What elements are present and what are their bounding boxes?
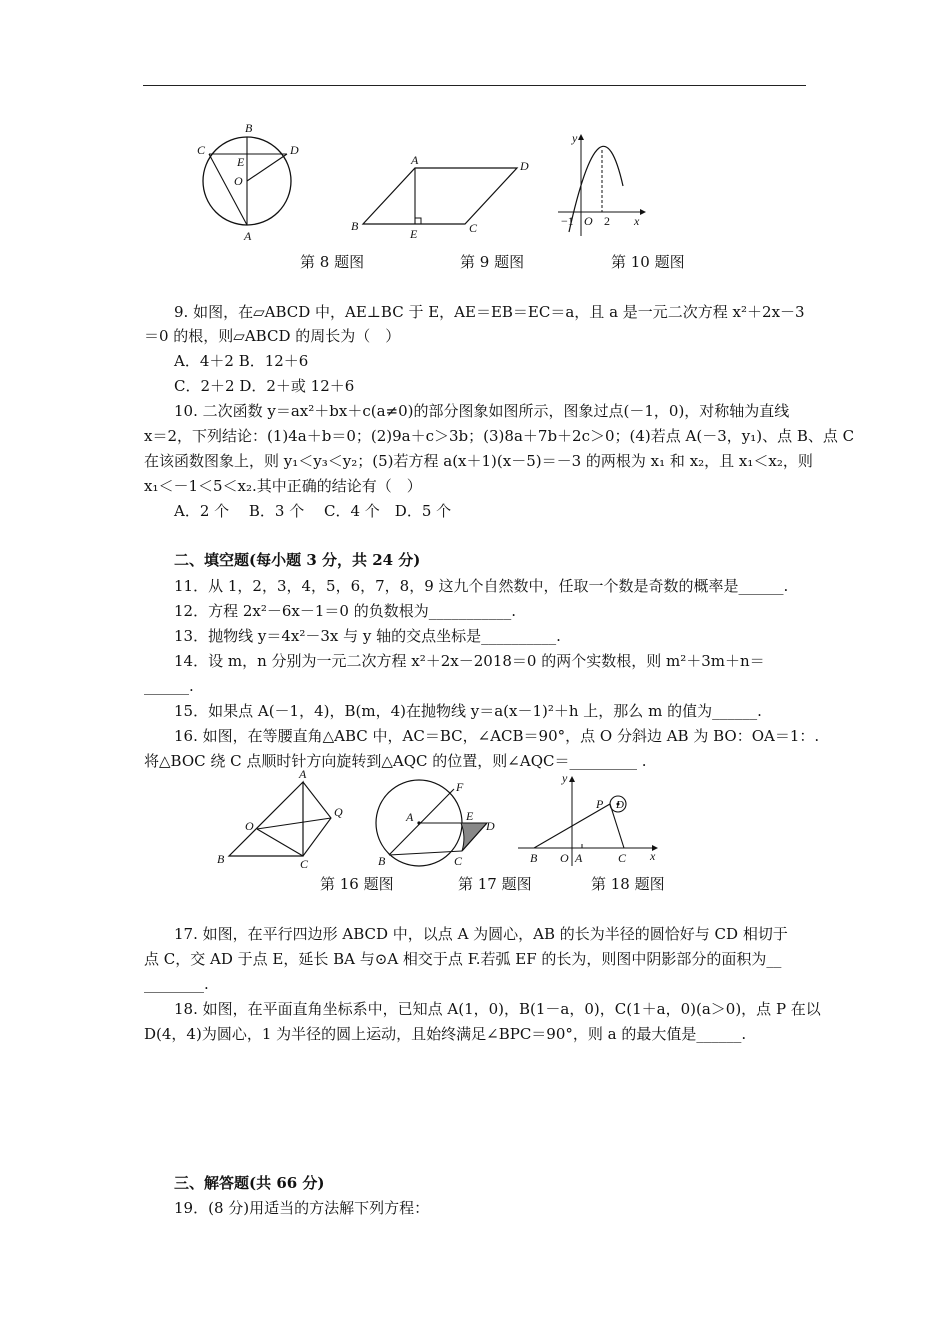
caption-fig9: 第 9 题图 <box>460 253 525 271</box>
q14-line2: ______. <box>144 677 194 695</box>
q14-line1: 14．设 m，n 分别为一元二次方程 x²＋2x－2018＝0 的两个实数根，则 m²＋3m＋n＝ <box>174 652 765 670</box>
label-B: B <box>530 851 538 865</box>
figure-9 <box>345 150 540 242</box>
label-E: E <box>237 155 245 169</box>
q18-line1: 18. 如图，在平面直角坐标系中，已知点 A(1，0)，B(1－a，0)，C(1＋a，0)(a＞0)，点 P 在以 <box>174 1000 821 1018</box>
q15: 15．如果点 A(－1，4)，B(m，4)在抛物线 y＝a(x－1)²＋h 上，那么 m 的值为______. <box>174 702 762 720</box>
label-x: x <box>650 849 656 863</box>
label-C: C <box>469 221 478 235</box>
label-2: 2 <box>604 214 610 228</box>
q17-line1: 17. 如图，在平行四边形 ABCD 中，以点 A 为圆心，AB 的长为半径的圆恰好与 CD 相切于 <box>174 925 788 943</box>
q13: 13．抛物线 y＝4x²－3x 与 y 轴的交点坐标是__________. <box>174 627 561 645</box>
label-B: B <box>378 854 386 868</box>
label-F: F <box>456 780 464 794</box>
q11: 11．从 1，2，3，4，5，6，7，8，9 这九个自然数中，任取一个数是奇数的概率是______. <box>174 577 789 595</box>
q17-line2: 点 C，交 AD 于点 E，延长 BA 与⊙A 相交于点 F.若弧 EF 的长为，则图中阴影部分的面积为__ <box>144 950 782 968</box>
label-D: D <box>520 159 529 173</box>
label-E: E <box>466 809 474 823</box>
figure-18 <box>516 770 661 870</box>
section-2-heading: 二、填空题(每小题 3 分，共 24 分) <box>174 551 421 569</box>
label-A: A <box>406 810 414 824</box>
label-O: O <box>245 819 254 833</box>
q9-options-ab: A．4＋2 B．12＋6 <box>174 352 309 370</box>
q12: 12．方程 2x²－6x－1＝0 的负数根为___________. <box>174 602 516 620</box>
figure-16 <box>213 768 348 870</box>
label-O: O <box>584 214 593 228</box>
label-O: O <box>560 851 569 865</box>
label-y: y <box>572 131 578 145</box>
q10-line3: 在该函数图象上，则 y₁＜y₃＜y₂；(5)若方程 a(x＋1)(x－5)＝－3 的两根为 x₁ 和 x₂，且 x₁＜x₂，则 <box>144 452 813 470</box>
label-A: A <box>299 768 307 781</box>
section-3-heading: 三、解答题(共 66 分) <box>174 1174 325 1192</box>
q19: 19．(8 分)用适当的方法解下列方程： <box>174 1199 430 1217</box>
label-C: C <box>197 143 206 157</box>
q17-line3: ________. <box>144 975 209 993</box>
caption-fig17: 第 17 题图 <box>458 875 532 893</box>
label-y: y <box>562 771 568 785</box>
q16-line1: 16. 如图，在等腰直角△ABC 中，AC＝BC，∠ACB＝90°，点 O 分斜边 AB 为 BO：OA＝1：. <box>174 727 820 745</box>
label-Q: Q <box>334 805 343 819</box>
header-rule <box>143 85 806 86</box>
label-C: C <box>618 851 627 865</box>
label-O: O <box>234 174 243 188</box>
q18-line2: D(4，4)为圆心，1 为半径的圆上运动，且始终满足∠BPC＝90°，则 a 的最大值是______. <box>144 1025 747 1043</box>
label-C: C <box>454 854 463 868</box>
label-E: E <box>410 227 418 241</box>
q10-line1: 10. 二次函数 y＝ax²＋bx＋c(a≠0)的部分图象如图所示，图象过点(－1，0)，对称轴为直线 <box>174 402 790 420</box>
q10-line2: x＝2，下列结论：(1)4a＋b＝0；(2)9a＋c＞3b；(3)8a＋7b＋2c＞0；(4)若点 A(－3，y₁)、点 B、点 C <box>144 427 855 445</box>
q16-line2: 将△BOC 绕 C 点顺时针方向旋转到△AQC 的位置，则∠AQC＝_________ . <box>144 752 647 770</box>
q9-line2: ＝0 的根，则▱ABCD 的周长为（ ） <box>144 327 401 345</box>
label-D: D <box>616 799 624 811</box>
label-x: x <box>634 214 640 228</box>
label-B: B <box>245 121 253 135</box>
q10-line4: x₁＜－1＜5＜x₂.其中正确的结论有（ ） <box>144 477 422 495</box>
figure-8 <box>195 118 310 246</box>
label-D: D <box>486 819 495 833</box>
label-B: B <box>217 852 225 866</box>
caption-fig18: 第 18 题图 <box>591 875 665 893</box>
label-A: A <box>244 229 252 243</box>
q9-options-cd: C．2＋2 D．2＋或 12＋6 <box>174 377 355 395</box>
q9-line1: 9. 如图，在▱ABCD 中，AE⊥BC 于 E，AE＝EB＝EC＝a，且 a 是一元二次方程 x²＋2x－3 <box>174 303 805 321</box>
figure-10 <box>556 128 648 240</box>
label-P: P <box>596 797 604 811</box>
label-A: A <box>575 851 583 865</box>
caption-fig16: 第 16 题图 <box>320 875 394 893</box>
label-neg1: −1 <box>561 214 574 228</box>
caption-fig10: 第 10 题图 <box>611 253 685 271</box>
label-D: D <box>290 143 299 157</box>
figure-17 <box>368 773 503 871</box>
label-C: C <box>300 857 309 870</box>
label-A: A <box>411 153 419 167</box>
q10-options: A．2 个 B．3 个 C．4 个 D．5 个 <box>174 502 452 520</box>
caption-fig8: 第 8 题图 <box>300 253 365 271</box>
label-B: B <box>351 219 359 233</box>
